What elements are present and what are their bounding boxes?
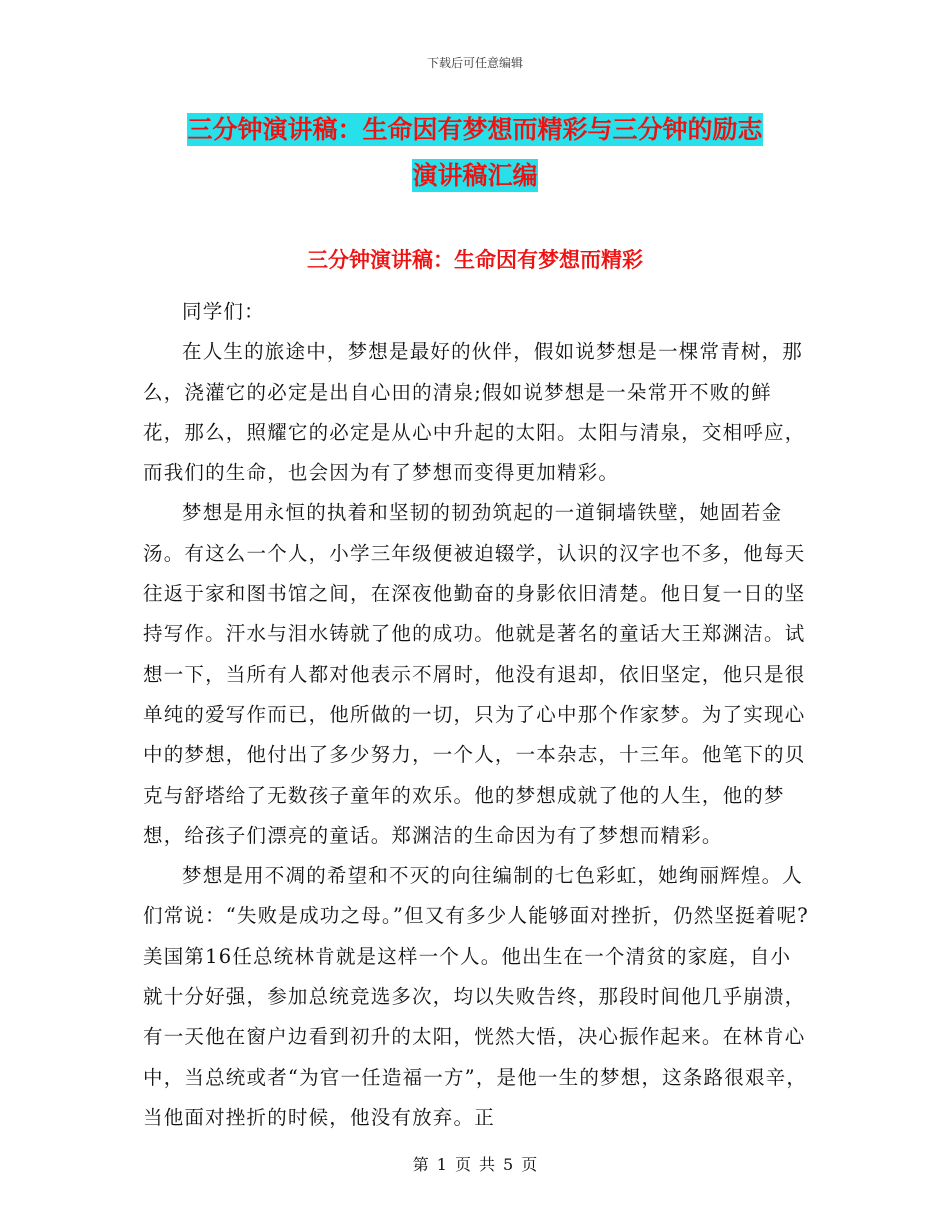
document-title bbox=[0, 107, 950, 199]
paragraph: 在人生的旅途中，梦想是最好的伙伴，假如说梦想是一棵常青树，那么，浇灌它的必定是出自心田的清泉;假如说梦想是一朵常开不败的鲜花，那么，照耀它的必定是从心中升起的太阳。太阳与清泉，交相呼应，而我们的生命，也会因为有了梦想而变得更加精彩。 bbox=[143, 340, 806, 485]
section-title: 三分钟演讲稿：生命因有梦想而精彩 bbox=[307, 248, 643, 272]
page-footer bbox=[0, 1152, 950, 1175]
total-unit: 页 bbox=[521, 1155, 538, 1174]
page-number: 1 bbox=[436, 1155, 447, 1174]
paragraph-greeting: 同学们： bbox=[182, 300, 265, 323]
total-label: 共 bbox=[479, 1155, 496, 1174]
total-pages: 5 bbox=[503, 1155, 514, 1174]
paragraph: 梦想是用永恒的执着和坚韧的韧劲筑起的一道铜墙铁壁，她固若金汤。有这么一个人，小学三年级便被迫辍学，认识的汉字也不多，他每天往返于家和图书馆之间，在深夜他勤奋的身影依旧清楚。他日复一日的坚持写作。汗水与泪水铸就了他的成功。他就是著名的童话大王郑渊洁。试想一下，当所有人都对他表示不屑时，他没有退却，依旧坚定，他只是很单纯的爱写作而已，他所做的一切，只为了心中那个作家梦。为了实现心中的梦想，他付出了多少努力，一个人，一本杂志，十三年。他笔下的贝克与舒塔给了无数孩子童年的欢乐。他的梦想成就了他的人生，他的梦想，给孩子们漂亮的童话。郑渊洁的生命因为有了梦想而精彩。 bbox=[143, 501, 806, 847]
title-line-1: 三分钟演讲稿：生命因有梦想而精彩与三分钟的励志 bbox=[187, 115, 763, 144]
page-unit: 页 bbox=[454, 1155, 471, 1174]
page-label: 第 bbox=[412, 1155, 429, 1174]
title-line-2: 演讲稿汇编 bbox=[412, 161, 538, 190]
paragraph: 梦想是用不凋的希望和不灭的向往编制的七色彩虹，她绚丽辉煌。人们常说：“失败是成功之母。”但又有多少人能够面对挫折，仍然坚挺着呢?美国第16任总统林肯就是这样一个人。他出生在一个清贫的家庭，自小就十分好强，参加总统竞选多次，均以失败告终，那段时间他几乎崩溃，有一天他在窗户边看到初升的太阳，恍然大悟，决心振作起来。在林肯心中，当总统或者“为官一任造福一方”，是他一生的梦想，这条路很艰辛，当他面对挫折的时候，他没有放弃。正 bbox=[143, 864, 809, 1129]
body-text bbox=[143, 292, 811, 1138]
header-note: 下载后可任意编辑 bbox=[426, 56, 523, 70]
